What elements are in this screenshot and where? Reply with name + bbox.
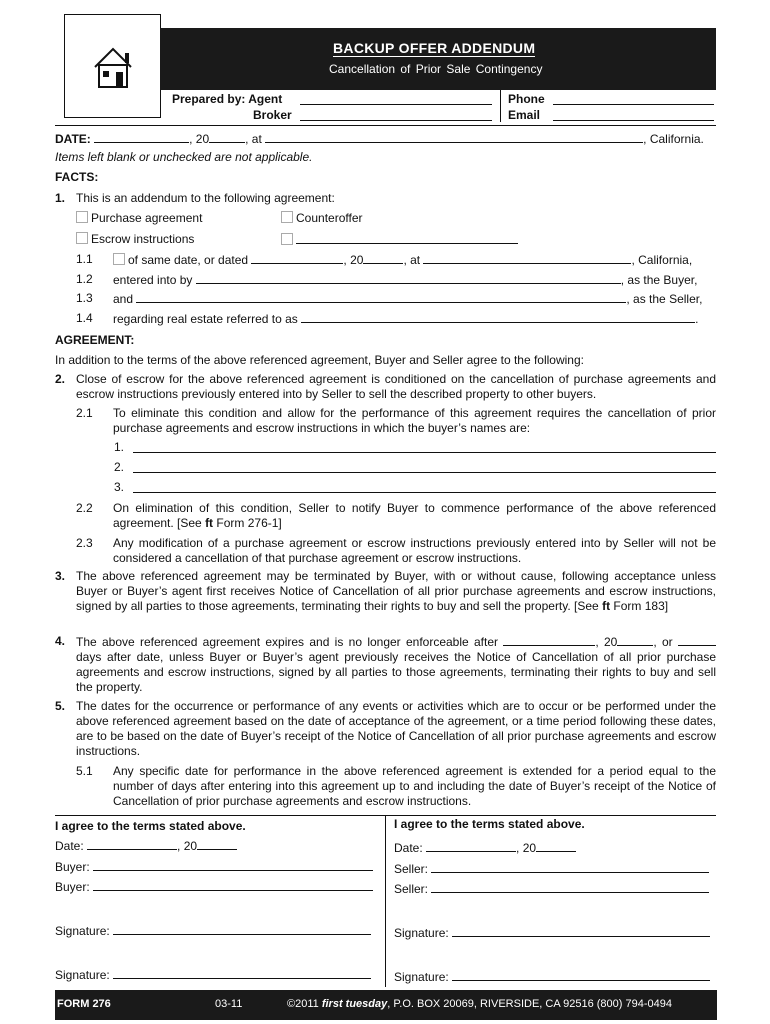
s21-text: To eliminate this condition and allow for the performance of this agreement requires the cancellation of prior purchase agreements and escrow instructions in which the buyer’s names are:	[113, 406, 716, 435]
s4-or: or	[662, 635, 673, 649]
seller-sig-2-row	[394, 969, 710, 984]
s3-ft-mark: ft	[602, 599, 611, 613]
buyer-date-field[interactable]	[87, 838, 177, 850]
at-label: , at	[245, 132, 262, 146]
s14-num: 1.4	[76, 311, 93, 325]
s21-num: 2.1	[76, 406, 93, 420]
copyright-text: ©2011	[287, 998, 322, 1010]
counteroffer-checkbox[interactable]	[281, 211, 293, 223]
buyer-2-label: Buyer:	[55, 880, 90, 894]
s4-part-a: The above referenced agreement expires and is no longer enforceable after	[76, 635, 499, 649]
seller-2-label: Seller:	[394, 882, 429, 896]
phone-label: Phone	[508, 92, 545, 106]
buyer-1-field[interactable]	[93, 859, 373, 871]
form-number: FORM 276	[57, 998, 111, 1010]
s4-comma: ,	[653, 635, 657, 649]
phone-field[interactable]	[553, 93, 714, 105]
buyer-line-1-num: 1.	[114, 440, 125, 454]
s14-line	[113, 311, 698, 326]
other-checkbox[interactable]	[281, 233, 293, 245]
facts-heading: FACTS:	[55, 170, 99, 184]
s11-year-prefix: , 20	[343, 253, 364, 267]
seller-agree-heading: I agree to the terms stated above.	[394, 817, 585, 831]
buyer-signature-1-field[interactable]	[113, 923, 371, 935]
buyer-line-3-num: 3.	[114, 480, 125, 494]
s11-line	[113, 252, 692, 267]
s3-num: 3.	[55, 569, 66, 583]
ft-mark: ft	[205, 516, 214, 530]
seller-signature-1-field[interactable]	[452, 925, 710, 937]
opt-escrow[interactable]	[76, 232, 194, 246]
expiry-year-field[interactable]	[617, 634, 653, 646]
prior-buyer-2-field[interactable]	[133, 461, 716, 473]
s22-part-b: Form 276-1]	[213, 516, 282, 530]
footer-bar	[55, 990, 717, 1020]
escrow-checkbox[interactable]	[76, 232, 88, 244]
s12-num: 1.2	[76, 272, 93, 286]
s4-text	[76, 634, 716, 695]
s3-body: The above referenced agreement may be terminated by Buyer, with or without cause, following acceptance unless Buyer or Buyer’s agent first receives Notice of Cancellation of all prior purchase agreements and escrow instructions, signed by all parties to those agreements, terminating their rights to buy and sell the property. [See	[76, 569, 716, 613]
s11-california: , California,	[631, 253, 693, 267]
property-field[interactable]	[301, 311, 695, 323]
seller-date-field[interactable]	[426, 840, 516, 852]
same-date-label: of same date, or dated	[128, 253, 249, 267]
year-prefix: , 20	[189, 132, 210, 146]
s22-part-a: On elimination of this condition, Seller to notify Buyer to commence performance of the above referenced agreement. [See	[113, 501, 716, 530]
title-bar	[160, 28, 716, 90]
form-revision: 03-11	[215, 998, 243, 1010]
s51-text: Any specific date for performance in the above referenced agreement is extended for a period equal to the number of days after entering into this agreement up to and including the date of Buyer’s receipt of the Notice of Cancellation of prior purchase agreements and escrow instructions.	[113, 764, 716, 808]
seller-1-field[interactable]	[431, 861, 709, 873]
buyer-agree-heading: I agree to the terms stated above.	[55, 819, 246, 833]
buyer-year-field[interactable]	[197, 838, 237, 850]
seller-date-label: Date:	[394, 841, 423, 855]
buyer-sig-2-row	[55, 967, 371, 982]
date-line	[55, 131, 704, 146]
location-field[interactable]	[265, 131, 643, 143]
entered-into-label: entered into by	[113, 273, 193, 287]
buyer-sig-1-row	[55, 923, 371, 938]
buyer-signature-2-field[interactable]	[113, 967, 371, 979]
s5-text: The dates for the occurrence or performance of any events or activities which are to occur or be performed under the above referenced agreement based on the date of acceptance of the agreement, or a time period following these dates, are to be based on the date of Buyer’s receipt of the Notice of Cancellation of all prior purchase agreements and escrow instructions.	[76, 699, 716, 758]
s13-line	[113, 291, 702, 306]
expiry-date-field[interactable]	[503, 634, 595, 646]
seller-sig-1-label: Signature:	[394, 926, 449, 940]
header-rule	[55, 125, 716, 126]
prior-buyer-3-field[interactable]	[133, 481, 716, 493]
s11-at: , at	[403, 253, 421, 267]
buyer-sig-1-label: Signature:	[55, 924, 110, 938]
form-title: BACKUP OFFER ADDENDUM	[333, 40, 536, 56]
real-estate-label: regarding real estate referred to as	[113, 312, 298, 326]
dated-field[interactable]	[251, 252, 343, 264]
buyer-sig-2-label: Signature:	[55, 968, 110, 982]
s3-text	[76, 569, 716, 614]
email-label: Email	[508, 108, 541, 122]
s14-period: .	[695, 312, 699, 326]
broker-field[interactable]	[300, 109, 492, 121]
buyer-line-2-num: 2.	[114, 460, 125, 474]
buyer-2-row	[55, 879, 373, 894]
s11-num: 1.1	[76, 252, 93, 266]
s5-num: 5.	[55, 699, 66, 713]
s22-num: 2.2	[76, 501, 93, 515]
seller-2-field[interactable]	[431, 881, 709, 893]
agent-field[interactable]	[300, 93, 492, 105]
s12-line	[113, 272, 697, 287]
agreement-heading: AGREEMENT:	[55, 333, 135, 347]
and-label: and	[113, 292, 134, 306]
footer-address: , P.O. BOX 20069, RIVERSIDE, CA 92516 (800) 794-0494	[387, 998, 672, 1010]
purchase-checkbox[interactable]	[76, 211, 88, 223]
buyer-date-label: Date:	[55, 839, 84, 853]
seller-year-field[interactable]	[536, 840, 576, 852]
date-field[interactable]	[94, 131, 189, 143]
buyer-1-label: Buyer:	[55, 860, 90, 874]
blank-note: Items left blank or unchecked are not applicable.	[55, 150, 313, 164]
buyer-date-row	[55, 838, 237, 853]
brand-name: first tuesday	[321, 998, 388, 1010]
s23-text: Any modification of a purchase agreement or escrow instructions previously entered into by Seller will not be considered a cancellation of that purchase agreement or escrow instructions.	[113, 536, 716, 565]
seller-1-label: Seller:	[394, 862, 429, 876]
seller-date-row	[394, 840, 576, 855]
prepared-by-label: Prepared by: Agent	[172, 92, 283, 106]
counteroffer-label: Counteroffer	[296, 211, 363, 225]
broker-label: Broker	[253, 108, 292, 122]
opt-other[interactable]	[281, 232, 518, 247]
s1-num: 1.	[55, 191, 66, 205]
as-seller-label: , as the Seller,	[626, 292, 703, 306]
s11-location-field[interactable]	[423, 252, 631, 264]
escrow-label: Escrow instructions	[91, 232, 195, 246]
purchase-label: Purchase agreement	[91, 211, 203, 225]
signature-divider	[385, 815, 386, 987]
buyer-2-field[interactable]	[93, 879, 373, 891]
buyer-year-prefix: , 20	[177, 839, 198, 853]
s2-text: Close of escrow for the above referenced agreement is conditioned on the cancellation of purchase agreements and escrow instructions previously entered into by Seller to sell the described property to other buyers.	[76, 372, 716, 401]
s23-num: 2.3	[76, 536, 93, 550]
seller-2-row	[394, 881, 709, 896]
seller-year-prefix: , 20	[516, 841, 537, 855]
s11-year-field[interactable]	[363, 252, 403, 264]
form-subtitle: Cancellation of Prior Sale Contingency	[329, 62, 543, 76]
opt-counteroffer[interactable]	[281, 211, 363, 225]
seller-1-row	[394, 861, 709, 876]
footer-copyright	[287, 998, 672, 1010]
s1-text: This is an addendum to the following agreement:	[76, 191, 335, 205]
prior-buyer-1-field[interactable]	[133, 441, 716, 453]
california-label: , California.	[643, 132, 704, 146]
seller-signature-2-field[interactable]	[452, 969, 710, 981]
buyer-name-field[interactable]	[196, 272, 621, 284]
same-date-checkbox[interactable]	[113, 253, 125, 265]
days-field[interactable]	[678, 634, 716, 646]
s3-tail: Form 183]	[610, 599, 669, 613]
date-label: DATE:	[55, 132, 91, 146]
header-divider	[500, 90, 501, 122]
house-icon	[65, 15, 160, 117]
s13-num: 1.3	[76, 291, 93, 305]
s51-num: 5.1	[76, 764, 93, 778]
seller-sig-2-label: Signature:	[394, 970, 449, 984]
seller-sig-1-row	[394, 925, 710, 940]
s2-num: 2.	[55, 372, 66, 386]
logo-box	[64, 14, 161, 118]
s4-part-e: days after date, unless Buyer or Buyer’s agent previously receives the Notice of Cancellation of all prior purchase agreements and escrow instructions, signed by all parties to those agreements, terminating their rights to buy and sell the property.	[76, 650, 716, 694]
email-field[interactable]	[553, 109, 714, 121]
agreement-intro: In addition to the terms of the above referenced agreement, Buyer and Seller agree to the following:	[55, 353, 584, 367]
opt-purchase[interactable]	[76, 211, 202, 225]
seller-name-field[interactable]	[136, 291, 626, 303]
as-buyer-label: , as the Buyer,	[620, 273, 698, 287]
other-field[interactable]	[296, 232, 518, 244]
s22-text	[113, 501, 716, 531]
year-field[interactable]	[209, 131, 245, 143]
s4-year-prefix: , 20	[595, 635, 618, 649]
buyer-1-row	[55, 859, 373, 874]
s4-num: 4.	[55, 634, 66, 648]
